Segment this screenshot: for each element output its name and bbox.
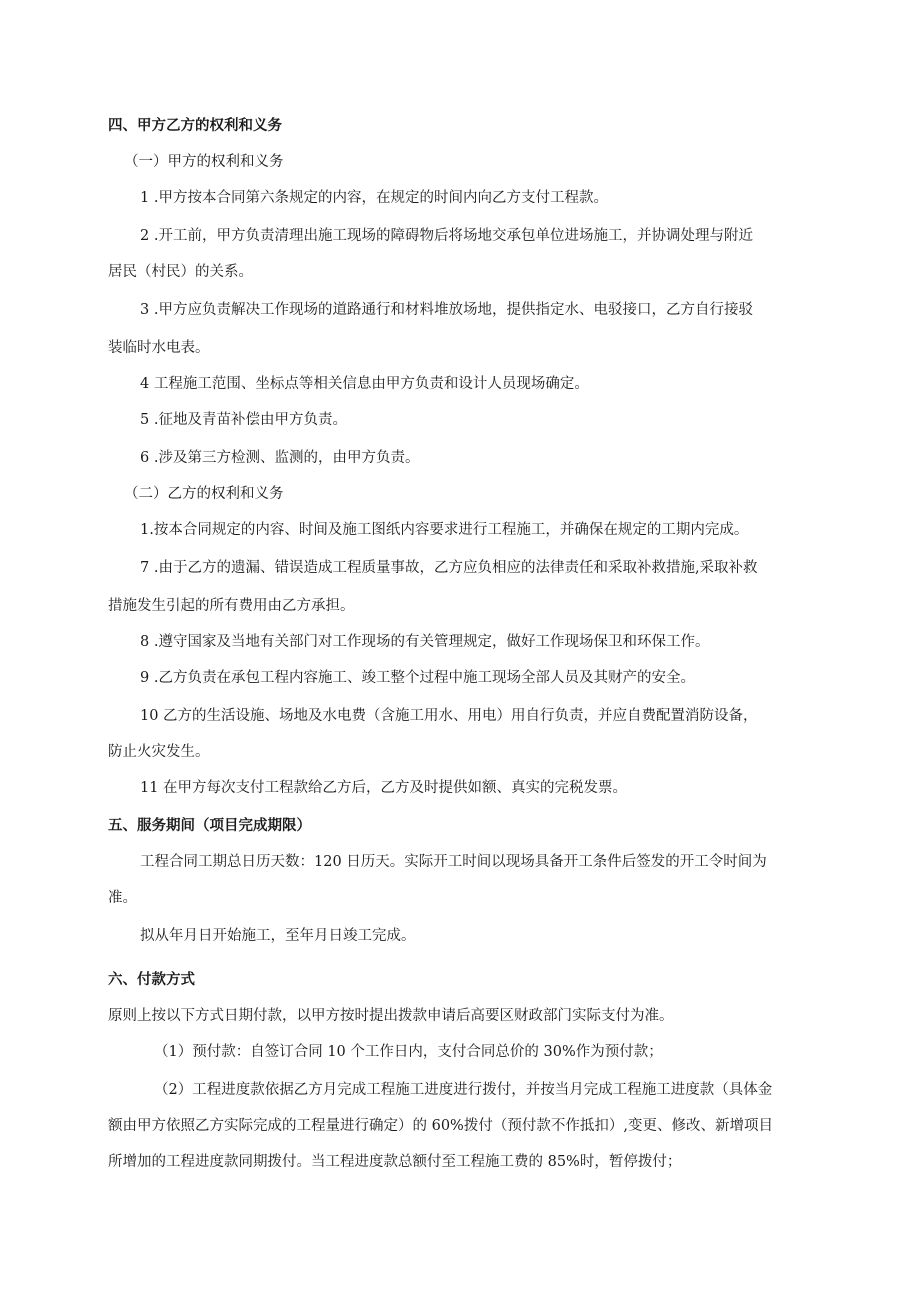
section-4-sub1-item: 5 .征地及青苗补偿由甲方负责。 — [140, 412, 347, 428]
section-4-sub2-heading: （二）乙方的权利和义务 — [124, 486, 284, 502]
section-4-sub2-item: 防止火灾发生。 — [108, 744, 210, 760]
section-4-sub1-item: 2 .开工前，甲方负责清理出施工现场的障碍物后将场地交承包单位进场施工，并协调处理与附近 — [140, 228, 753, 244]
section-4-sub1-item: 装临时水电表。 — [108, 340, 210, 356]
section-4-sub2-item: 措施发生引起的所有费用由乙方承担。 — [108, 598, 355, 614]
section-6-heading: 六、付款方式 — [108, 971, 195, 988]
section-4-sub2-item: 8 .遵守国家及当地有关部门对工作现场的有关管理规定，做好工作现场保卫和环保工作。 — [140, 634, 710, 650]
section-5-line: 准。 — [108, 890, 137, 906]
section-4-sub1-item: 4 工程施工范围、坐标点等相关信息由甲方负责和设计人员现场确定。 — [140, 376, 589, 392]
section-6-line: 额由甲方依照乙方实际完成的工程量进行确定）的 60%拨付（预付款不作抵扣）,变更、修改、新增项目 — [108, 1118, 773, 1134]
section-4-sub2-item: 7 .由于乙方的遗漏、错误造成工程质量事故，乙方应负相应的法律责任和采取补救措施,采取补救 — [140, 560, 758, 576]
section-4-sub1-item: 3 .甲方应负责解决工作现场的道路通行和材料堆放场地，提供指定水、电驳接口，乙方自行接驳 — [140, 302, 753, 318]
section-6-line: （2）工程进度款依据乙方月完成工程施工进度进行拨付，并按当月完成工程施工进度款（具体金 — [154, 1082, 773, 1098]
section-4-sub2-item: 9 .乙方负责在承包工程内容施工、竣工整个过程中施工现场全部人员及其财产的安全。 — [140, 670, 695, 686]
section-4-sub1-item: 居民（村民）的关系。 — [108, 264, 253, 280]
section-4-sub1-item: 6 .涉及第三方检测、监测的，由甲方负责。 — [140, 450, 420, 466]
section-6-line: 原则上按以下方式日期付款，以甲方按时提出拨款申请后高要区财政部门实际支付为准。 — [108, 1008, 674, 1024]
section-4-heading: 四、甲方乙方的权利和义务 — [108, 117, 282, 134]
section-5-line: 工程合同工期总日历天数：120 日历天。实际开工时间以现场具备开工条件后签发的开工令时间为 — [140, 854, 767, 870]
section-4-sub2-item: 10 乙方的生活设施、场地及水电费（含施工用水、用电）用自行负责，并应自费配置消防设备， — [140, 708, 758, 724]
section-4-sub2-item: 11 在甲方每次支付工程款给乙方后，乙方及时提供如额、真实的完税发票。 — [140, 780, 628, 796]
section-6-line: （1）预付款：自签订合同 10 个工作日内，支付合同总价的 30%作为预付款； — [154, 1044, 663, 1060]
section-5-line: 拟从年月日开始施工，至年月日竣工完成。 — [140, 928, 416, 944]
section-6-line: 所增加的工程进度款同期拨付。当工程进度款总额付至工程施工费的 85%时，暂停拨付； — [108, 1154, 682, 1170]
section-4-sub1-item: 1 .甲方按本合同第六条规定的内容，在规定的时间内向乙方支付工程款。 — [140, 190, 608, 206]
section-5-heading: 五、服务期间（项目完成期限） — [108, 817, 311, 834]
section-4-sub2-item: 1.按本合同规定的内容、时间及施工图纸内容要求进行工程施工，并确保在规定的工期内完成。 — [140, 522, 749, 538]
section-4-sub1-heading: （一）甲方的权利和义务 — [124, 154, 284, 170]
